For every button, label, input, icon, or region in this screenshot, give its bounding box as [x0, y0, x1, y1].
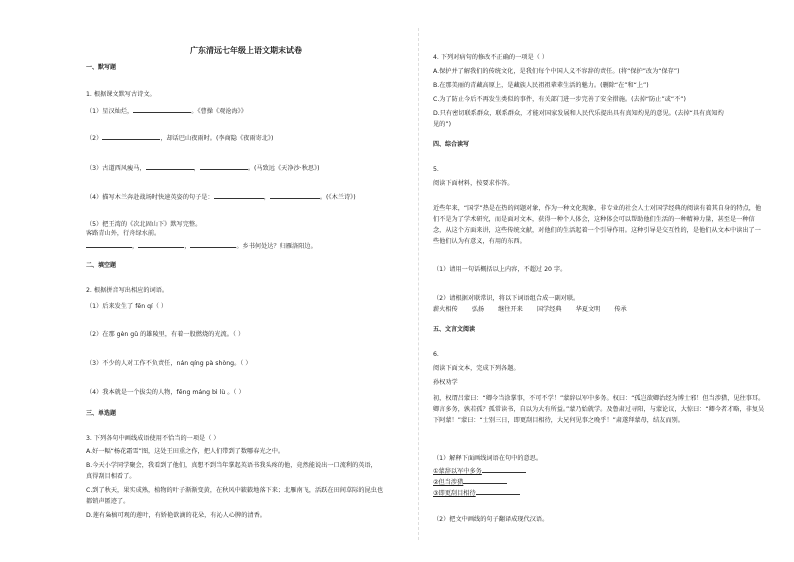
answer-blank[interactable]	[200, 163, 248, 170]
option-c: C.到了秋天，果实成熟，植物的叶子渐渐变黄，在秋风中簌簌地落下来；北雁南飞，活跃在田间草际的昆虫也	[86, 487, 384, 494]
classical-passage: 初，权谓吕蒙曰：“卿今当涂掌事，不可不学！”蒙辞以军中多务。权曰：“孤岂欲卿治经为博士邪！但当涉猎，见往事耳。卿言多务，孰若孤？孤常读书，自以为大有所益。”蒙乃始就学。及鲁肃过寻阳，与蒙论议，大惊曰：“卿今者才略，非复吴下阿蒙！”蒙曰：“士别三日，即更刮目相待，大兄何见事之晚乎！”肃遂拜蒙母，结友而别。	[433, 395, 765, 424]
answer-blank[interactable]	[214, 192, 264, 199]
option-a: A.好一幅“杨花霜雪”图，这处王田重之作，把人们带到了数哪春光之中。	[86, 448, 285, 455]
question-item: （4）我本就是一个拔尖的人物，fēng máng bì lù 。（ ）	[86, 389, 245, 396]
question-stem: 2. 根据拼音写出相应的词语。	[86, 287, 169, 294]
question-item: （2） ，却话巴山夜雨时。(李商隐《夜雨寄北》)	[86, 135, 274, 142]
question-intro: 阅读下面材料，按要求作答。	[433, 180, 514, 187]
question-stem: 1. 根据课文默写古诗文。	[86, 91, 156, 98]
answer-blank[interactable]	[190, 241, 236, 248]
word-item: 继往开来	[498, 306, 523, 313]
page-title: 广东清远七年级上语文期末试卷	[190, 46, 302, 55]
option-c: C.为了防止今后不再发生类似的事件，有关部门进一步完善了安全措施。(去掉“防止”或“不”)	[433, 96, 686, 103]
question-item: ， ， 。乡书何处达？归雁洛阳边。	[86, 241, 317, 251]
section-heading: 五、文言文阅读	[433, 326, 476, 333]
word-bank	[433, 306, 641, 314]
option-d: D.只有密切联系群众，联系群众，才能对国家发展和人民代乐提出具有真知灼见的意见。(去掉“具有真知灼	[433, 110, 724, 117]
question-item: （1）请用一句话概括以上内容，不超过 20 字。	[433, 266, 567, 273]
answer-blank[interactable]	[86, 241, 132, 248]
section-heading: 三、单选题	[86, 410, 117, 417]
answer-blank[interactable]	[102, 133, 160, 140]
question-item: （3）不少的人对工作不负责任，nán qíng pà shòng。（ ）	[86, 360, 252, 367]
answer-blank[interactable]	[133, 106, 191, 113]
fold-line	[418, 28, 419, 540]
section-heading: 四、综合读写	[433, 141, 470, 148]
option-b: B.在那美丽的青藏高原上，是藏族人民祖祖辈辈生活的魅力。(删除“在”和“上”)	[433, 82, 649, 89]
question-item: ②但当涉猎	[433, 477, 507, 487]
section-heading: 一、默写题	[86, 64, 117, 71]
reading-passage: 近些年来，“国学”热是在热的问题对象，作为一种文化现象，非专业的社会人士对国学经典的阅读有着其自身的特点，他们不是为了学术研究，而是面对文本，获得一种个人体会，这种体会可以帮助他们生活的一种精神力量，甚至是一种信念，从这个方面来讲，这些传统文献，对他们的生活起着一个引导作用。这种引导是交互性的，是他们从文本中读出了一些他们认为有意义，有用的东西。	[433, 205, 762, 245]
option-a: A.保护并了解我们的传统文化，是我们每个中国人义不容辞的责任。(将“保护”改为“保存”)	[433, 68, 680, 75]
question-item: （2）把文中画线的句子翻译成现代汉语。	[433, 516, 549, 523]
option-c-cont: 都销声匿迹了。	[86, 498, 130, 505]
word-item: 弘扬	[471, 306, 485, 313]
question-item: （3）古道西风瘦马， ， 。(马致远《天净沙·秋思》)	[86, 165, 320, 172]
question-number: 5.	[433, 166, 439, 173]
question-item: （1）后来发生了 fēn qí（ ）	[86, 303, 168, 310]
option-b: B.今天小学同学聚会，我看到了他们，真想不到当年掌起英语书我头疼的他，竟然能说出一口流利的英语，	[86, 462, 377, 469]
question-stem: 4. 下列对病句的修改不正确的一项是（ ）	[433, 54, 549, 61]
question-item: （1）星汉灿烂， 。《曹操《观沧海》》	[86, 108, 247, 115]
question-intro: 阅读下面文本，完成下列各题。	[433, 365, 520, 372]
option-b-cont: 真得刮目相看了。	[86, 473, 136, 480]
answer-blank[interactable]	[476, 488, 520, 495]
word-item: 传承	[614, 306, 627, 313]
question-item: （4）描写木兰奔赴战场时快速英姿的句子是： ， 。(《木兰诗》)	[86, 194, 356, 201]
answer-blank[interactable]	[270, 192, 320, 199]
word-item: 国学经典	[536, 306, 562, 313]
question-item: ③即更刮目相待	[433, 488, 520, 498]
passage-title: 孙权劝学	[433, 379, 458, 386]
answer-blank[interactable]	[463, 477, 507, 484]
option-d: D.莲有枭槁可观的莲叶，有娇艳欲滴的花朵，有沁人心脾的清香。	[86, 512, 266, 519]
word-item: 华夏文明	[575, 306, 601, 313]
question-stem: 3. 下列各句中画线成语使用不恰当的一项是（ ）	[86, 435, 220, 442]
question-item: （2）在那 gèn gǔ 的雄陵里，有着一股燃烧的光流。（ ）	[86, 331, 245, 338]
question-item: （1）解释下面画线词语在句中的意思。	[433, 455, 543, 462]
option-d-cont: 见的”)	[433, 121, 451, 128]
question-number: 6.	[433, 351, 439, 358]
answer-blank[interactable]	[482, 466, 526, 473]
question-item: （5）把王湾的《次北固山下》默写完整。	[86, 221, 202, 228]
question-item: 客路青山外，行舟绿水前。	[86, 230, 161, 237]
answer-blank[interactable]	[146, 163, 194, 170]
question-item: （2）请根据对联常识，将以下词语组合成一副对联。	[433, 295, 580, 302]
section-heading: 二、填空题	[86, 262, 117, 269]
question-item: ①蒙辞以军中多务	[433, 466, 526, 476]
answer-blank[interactable]	[138, 241, 184, 248]
word-item: 薪火相传	[433, 306, 458, 313]
